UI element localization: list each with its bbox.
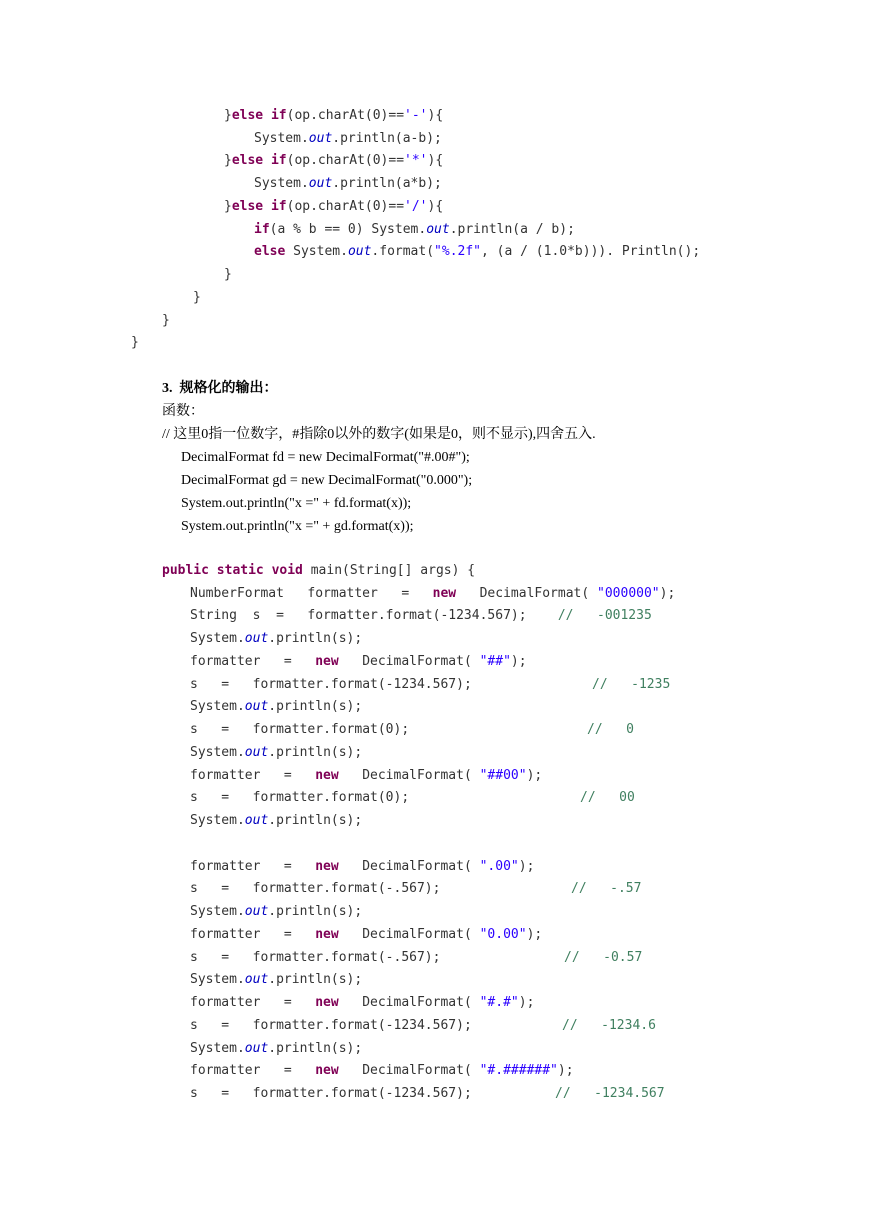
code-token: formatter.format(-1234.567); xyxy=(252,677,472,692)
closing-brace: } xyxy=(224,267,232,282)
code-token: formatter.format(-.567); xyxy=(252,950,441,965)
explanation-comment: // 这里0指一位数字，#指除0以外的数字(如果是0，则不显示),四舍五入. xyxy=(162,427,596,442)
code-token: (a % b == 0) System. xyxy=(269,222,427,237)
code-token: s = xyxy=(190,881,253,896)
code-field: out xyxy=(347,244,372,259)
code-field: out xyxy=(244,813,269,828)
code-comment: // -0.57 xyxy=(564,950,643,965)
code-token: .println(a / b); xyxy=(449,222,575,237)
code-keyword: new xyxy=(315,859,339,874)
code-field: out xyxy=(244,972,269,987)
code-token: formatter = xyxy=(190,1063,316,1078)
code-token: (op.charAt(0)== xyxy=(286,153,405,168)
code-line xyxy=(190,767,542,787)
code-token: (op.charAt(0)== xyxy=(286,108,405,123)
code-token: ); xyxy=(526,927,543,942)
code-token: NumberFormat formatter = xyxy=(190,586,433,601)
code-token: formatter.format(0); xyxy=(252,722,410,737)
code-token: formatter = xyxy=(190,654,316,669)
code-keyword: new xyxy=(315,995,339,1010)
code-token: formatter = xyxy=(190,927,316,942)
code-token: } xyxy=(224,199,232,214)
code-field: out xyxy=(244,631,269,646)
code-token: s = xyxy=(190,950,253,965)
code-keyword: new xyxy=(315,927,339,942)
code-string: "##00" xyxy=(479,768,527,783)
code-token: s = xyxy=(190,1086,253,1101)
code-line xyxy=(190,585,675,605)
code-line xyxy=(254,221,575,241)
code-keyword: else if xyxy=(231,108,287,123)
code-line xyxy=(190,630,362,650)
code-comment: // 0 xyxy=(587,722,634,737)
code-field: out xyxy=(426,222,450,237)
code-line xyxy=(190,880,440,900)
code-line xyxy=(190,994,534,1014)
code-token: } xyxy=(224,153,232,168)
code-line xyxy=(190,721,409,741)
code-token: s = xyxy=(190,722,253,737)
example-line: DecimalFormat fd = new DecimalFormat("#.00#"); xyxy=(181,450,470,465)
code-line xyxy=(190,1062,574,1082)
closing-brace: } xyxy=(162,313,170,328)
code-token: .println(a-b); xyxy=(332,131,442,146)
code-token: ); xyxy=(518,859,535,874)
code-token: String s = formatter.format(-1234.567); xyxy=(190,608,558,623)
code-token: DecimalFormat( xyxy=(456,586,598,601)
code-string: "#.#" xyxy=(479,995,519,1010)
code-token: DecimalFormat( xyxy=(338,859,480,874)
example-line: DecimalFormat gd = new DecimalFormat("0.000"); xyxy=(181,473,473,488)
code-line xyxy=(190,926,542,946)
code-token: s = xyxy=(190,1018,253,1033)
code-string: "##" xyxy=(479,654,511,669)
code-line xyxy=(224,198,443,218)
code-keyword: else if xyxy=(231,199,287,214)
code-token: s = xyxy=(190,677,253,692)
code-token: System. xyxy=(254,131,309,146)
code-token: System. xyxy=(190,972,245,987)
code-token: .println(s); xyxy=(268,1041,363,1056)
code-string: '*' xyxy=(404,153,428,168)
code-line xyxy=(190,971,362,991)
code-token: formatter = xyxy=(190,995,316,1010)
closing-brace: } xyxy=(131,335,139,350)
code-token: .println(s); xyxy=(268,813,363,828)
function-label: 函数： xyxy=(162,404,204,419)
code-field: out xyxy=(244,904,269,919)
code-line xyxy=(254,130,442,150)
code-field: out xyxy=(244,745,269,760)
code-token: System. xyxy=(254,176,309,191)
code-token: formatter.format(0); xyxy=(252,790,410,805)
code-token: ); xyxy=(518,995,535,1010)
code-token: main(String[] args) { xyxy=(302,563,476,578)
code-token: (op.charAt(0)== xyxy=(286,199,405,214)
code-token: formatter = xyxy=(190,859,316,874)
code-keyword: new xyxy=(432,586,457,601)
code-line xyxy=(190,1040,362,1060)
code-line xyxy=(190,812,362,832)
code-string: "0.00" xyxy=(479,927,527,942)
code-token: formatter.format(-1234.567); xyxy=(252,1018,472,1033)
code-comment: // -1235 xyxy=(592,677,671,692)
code-line xyxy=(190,858,534,878)
code-token: s = xyxy=(190,790,253,805)
code-line xyxy=(190,698,362,718)
code-keyword: new xyxy=(315,654,339,669)
code-line xyxy=(254,243,700,263)
code-comment: // -001235 xyxy=(557,608,652,623)
code-line xyxy=(190,744,362,764)
code-comment: // -.57 xyxy=(571,881,642,896)
code-string: "%.2f" xyxy=(434,244,482,259)
code-line xyxy=(190,1017,472,1037)
code-token: .println(s); xyxy=(268,631,363,646)
code-token: ); xyxy=(659,586,676,601)
code-token: ); xyxy=(510,654,527,669)
code-keyword: new xyxy=(315,1063,339,1078)
code-token: System. xyxy=(190,813,245,828)
code-string: "000000" xyxy=(597,586,660,601)
code-string: '-' xyxy=(404,108,428,123)
main-signature xyxy=(162,562,475,582)
code-token: System. xyxy=(190,1041,245,1056)
code-line xyxy=(190,789,409,809)
code-line xyxy=(224,107,443,127)
code-field: out xyxy=(308,176,333,191)
code-token: .println(s); xyxy=(268,972,363,987)
code-token: System. xyxy=(190,904,245,919)
code-token: .println(s); xyxy=(268,699,363,714)
code-line xyxy=(190,607,652,627)
code-token: DecimalFormat( xyxy=(338,768,480,783)
code-line xyxy=(190,676,472,696)
code-token: DecimalFormat( xyxy=(338,654,480,669)
code-line xyxy=(224,152,443,172)
code-line xyxy=(254,175,442,195)
code-field: out xyxy=(244,1041,269,1056)
code-token: System. xyxy=(190,631,245,646)
code-token: DecimalFormat( xyxy=(338,927,480,942)
code-token: ){ xyxy=(427,108,444,123)
code-keyword: else if xyxy=(231,153,287,168)
code-token: .println(s); xyxy=(268,745,363,760)
code-token: } xyxy=(224,108,232,123)
code-token: , (a / (1.0*b))). Println(); xyxy=(481,244,701,259)
code-line xyxy=(190,1085,472,1105)
code-keyword: public static void xyxy=(162,563,303,578)
code-keyword: if xyxy=(254,222,270,237)
code-comment: // 00 xyxy=(580,790,635,805)
code-token: ); xyxy=(557,1063,574,1078)
code-token: .println(a*b); xyxy=(332,176,442,191)
code-token: formatter = xyxy=(190,768,316,783)
code-token: System. xyxy=(190,745,245,760)
code-token: formatter.format(-.567); xyxy=(252,881,441,896)
code-token: formatter.format(-1234.567); xyxy=(252,1086,472,1101)
code-string: ".00" xyxy=(479,859,519,874)
code-token: System. xyxy=(285,244,348,259)
code-field: out xyxy=(244,699,269,714)
code-token: ); xyxy=(526,768,543,783)
code-token: System. xyxy=(190,699,245,714)
code-string: "#.######" xyxy=(479,1063,558,1078)
closing-brace: } xyxy=(193,290,201,305)
example-line: System.out.println("x =" + gd.format(x)); xyxy=(181,519,414,534)
code-comment: // -1234.6 xyxy=(562,1018,656,1033)
example-line: System.out.println("x =" + fd.format(x)); xyxy=(181,496,412,511)
code-token: DecimalFormat( xyxy=(338,1063,480,1078)
code-token: .println(s); xyxy=(268,904,363,919)
code-field: out xyxy=(308,131,333,146)
code-token: ){ xyxy=(427,199,444,214)
code-string: '/' xyxy=(404,199,428,214)
code-token: .format( xyxy=(371,244,435,259)
code-comment: // -1234.567 xyxy=(555,1086,665,1101)
code-token: ){ xyxy=(427,153,444,168)
code-line xyxy=(190,949,440,969)
code-token: DecimalFormat( xyxy=(338,995,480,1010)
code-keyword: else xyxy=(254,244,286,259)
code-line xyxy=(190,653,527,673)
section-heading: 3. 规格化的输出： xyxy=(162,381,278,396)
code-line xyxy=(190,903,362,923)
code-keyword: new xyxy=(315,768,339,783)
